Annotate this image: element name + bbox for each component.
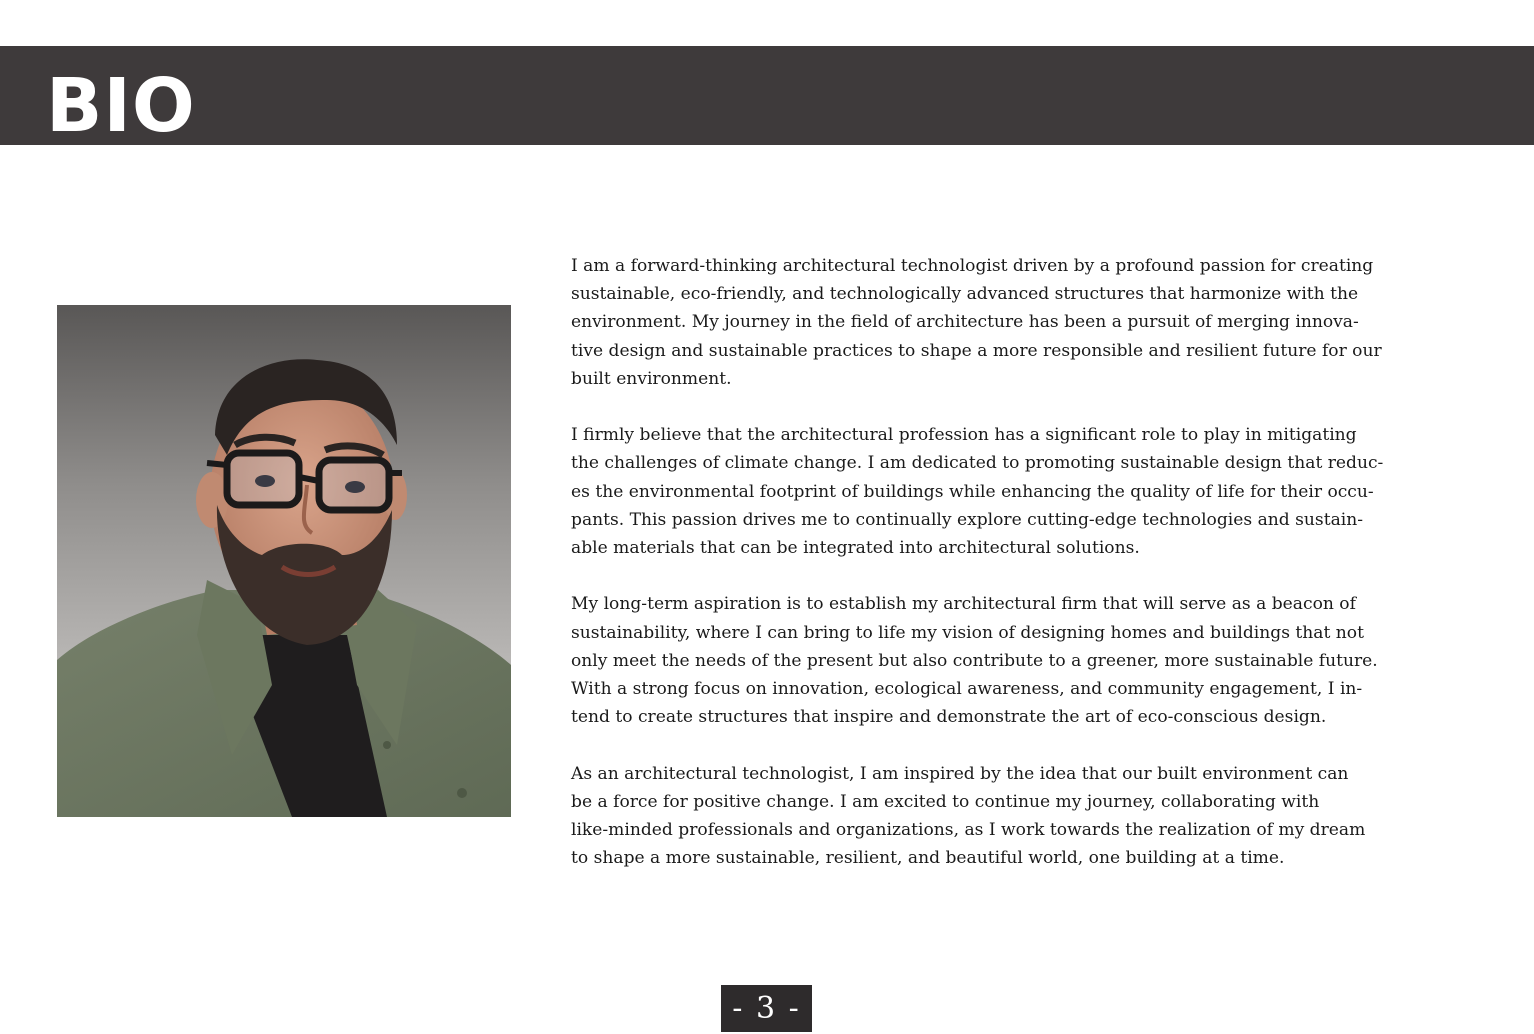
portrait-illustration <box>57 305 511 817</box>
header-band <box>0 46 1534 145</box>
page-title: BIO <box>46 63 196 149</box>
bio-paragraph-1: I am a forward-thinking architectural technologist driven by a profound passion for creating sustainable, eco-friendly, and technologically advanced structures that harmonize with the environment. My journey in the field of architecture has been a pursuit of merging innova- tive design and sustainable practices to shape a more responsible and resilient future for our built environment. <box>571 256 1382 389</box>
bio-paragraph-3: My long-term aspiration is to establish my architectural firm that will serve as a beacon of sustainability, where I can bring to life my vision of designing homes and buildings that not only meet the needs of the present but also contribute to a greener, more sustainable future. With a strong focus on innovation, ecological awareness, and community engagement, I in- tend to create structures that inspire and demonstrate the art of eco-conscious design. <box>571 594 1378 728</box>
portrait-photo <box>57 305 511 817</box>
bio-paragraph-2: I firmly believe that the architectural profession has a significant role to play in mitigating the challenges of climate change. I am dedicated to promoting sustainable design that reduc- es the environmental footprint of buildings while enhancing the quality of life for their occu- pants. This passion drives me to continually explore cutting-edge technologies and sustain- able materials that can be integrated into architectural solutions. <box>571 425 1384 559</box>
page-number: - 3 - <box>721 985 812 1032</box>
bio-text <box>571 252 1476 901</box>
bio-paragraph-4: As an architectural technologist, I am inspired by the idea that our built environment can be a force for positive change. I am excited to continue my journey, collaborating with like-minded professionals and organizations, as I work towards the realization of my dream to shape a more sustainable, resilient, and beautiful world, one building at a time. <box>571 763 1366 869</box>
